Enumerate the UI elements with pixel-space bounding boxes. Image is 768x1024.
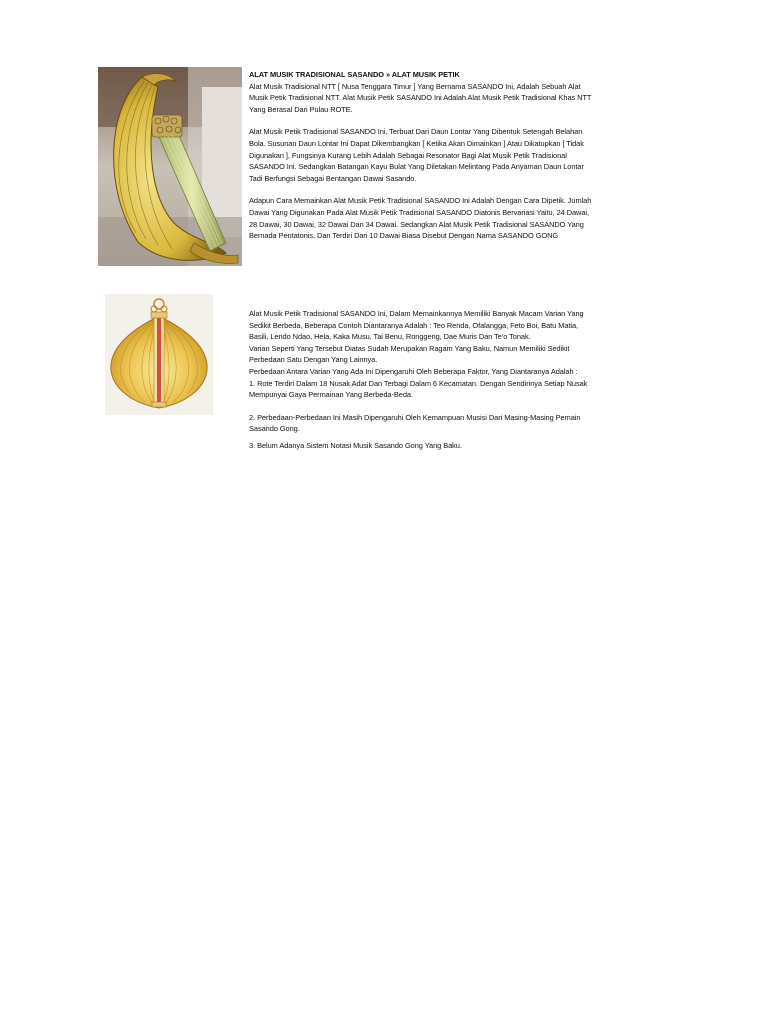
sasando-front-illustration <box>105 294 213 415</box>
intro-paragraph: Alat Musik Tradisional NTT [ Nusa Tenggara Timur ] Yang Bernama SASANDO Ini, Adalah Sebuah Alat Musik Petik Tradisional NTT. Alat Musik Petik SASANDO Ini Adalah Alat Musik Petik Tradisional Khas NTT Yang Berasal Dari Pulau ROTE. <box>249 81 592 114</box>
document-title: ALAT MUSIK TRADISIONAL SASANDO » ALAT MUSIK PETIK <box>249 70 460 79</box>
factor-item-1: 1. Rote Terdiri Dalam 18 Nusak Adat Dan Terbagi Dalam 6 Kecamatan. Dengan Sendirinya Setiap Nusak Mempunyai Gaya Permainan Yang Berbeda-Beda. <box>249 378 588 400</box>
section-2-text <box>249 308 594 452</box>
sasando-photo <box>98 67 242 266</box>
variants-note: Varian Seperti Yang Tersebut Diatas Sudah Merupakan Ragam Yang Baku, Namun Memiliki Sedikit Perbedaan Satu Dengan Yang Lainnya. <box>249 343 570 365</box>
sasando-front-photo <box>105 294 213 415</box>
section-1-text <box>249 69 594 242</box>
sasando-illustration <box>98 67 242 266</box>
playing-paragraph: Adapun Cara Memainkan Alat Musik Petik Tradisional SASANDO Ini Adalah Dengan Cara Dipetik. Jumlah Dawai Yang Digunakan Pada Alat Musik Petik Tradisional SASANDO Diatonis Bervariasi Yaitu, 24 Dawai, 28 Dawai, 30 Dawai, 32 Dawai Dan 34 Dawai. Sedangkan Alat Musik Petik Tradisional SASANDO Yang Bernada Pentatonis, Dan Terdiri Dari 10 Dawai Biasa Disebut Dengan Nama SASANDO GONG <box>249 196 592 241</box>
variants-paragraph: Alat Musik Petik Tradisional SASANDO Ini, Dalam Memainkannya Memiliki Banyak Macam Varian Yang Sedikit Berbeda, Beberapa Contoh Diantaranya Adalah : Teo Renda, Ofalangga, Feto Boi, Batu Matia, Basili, Lendo Ndao, Hela, Kaka Musu, Tai Benu, Ronggeng, Dae Muris Dan Te'o Tonak. <box>249 309 584 342</box>
factor-item-3: 3. Belum Adanya Sistem Notasi Musik Sasando Gong Yang Baku. <box>249 440 462 450</box>
material-paragraph: Alat Musik Petik Tradisional SASANDO Ini, Terbuat Dari Daun Lontar Yang Dibentuk Setengah Belahan Bola. Susunan Daun Lontar Ini Dapat Dikembangkan [ Ketika Akan Dimainkan ] Atau Dikatupkan [ Tidak Digunakan ], Fungsinya Kurang Lebih Adalah Sebagai Resonator Bagi Alat Musik Petik Tradisional SASANDO Ini. Sedangkan Batangan Kayu Bulat Yang Diletakan Melintang Pada Anyaman Daun Lontar Tadi Berfungsi Sebagai Bentangan Dawai Sasando. <box>249 127 584 183</box>
factor-item-2: 2. Perbedaan-Perbedaan Ini Masih Dipengaruhi Oleh Kemampuan Musisi Dari Masing-Masing Pemain Sasando Gong. <box>249 412 581 434</box>
factors-intro: Perbedaan Antara Varian Yang Ada Ini Dipengaruhi Oleh Beberapa Faktor, Yang Diantaranya Adalah : <box>249 366 578 376</box>
